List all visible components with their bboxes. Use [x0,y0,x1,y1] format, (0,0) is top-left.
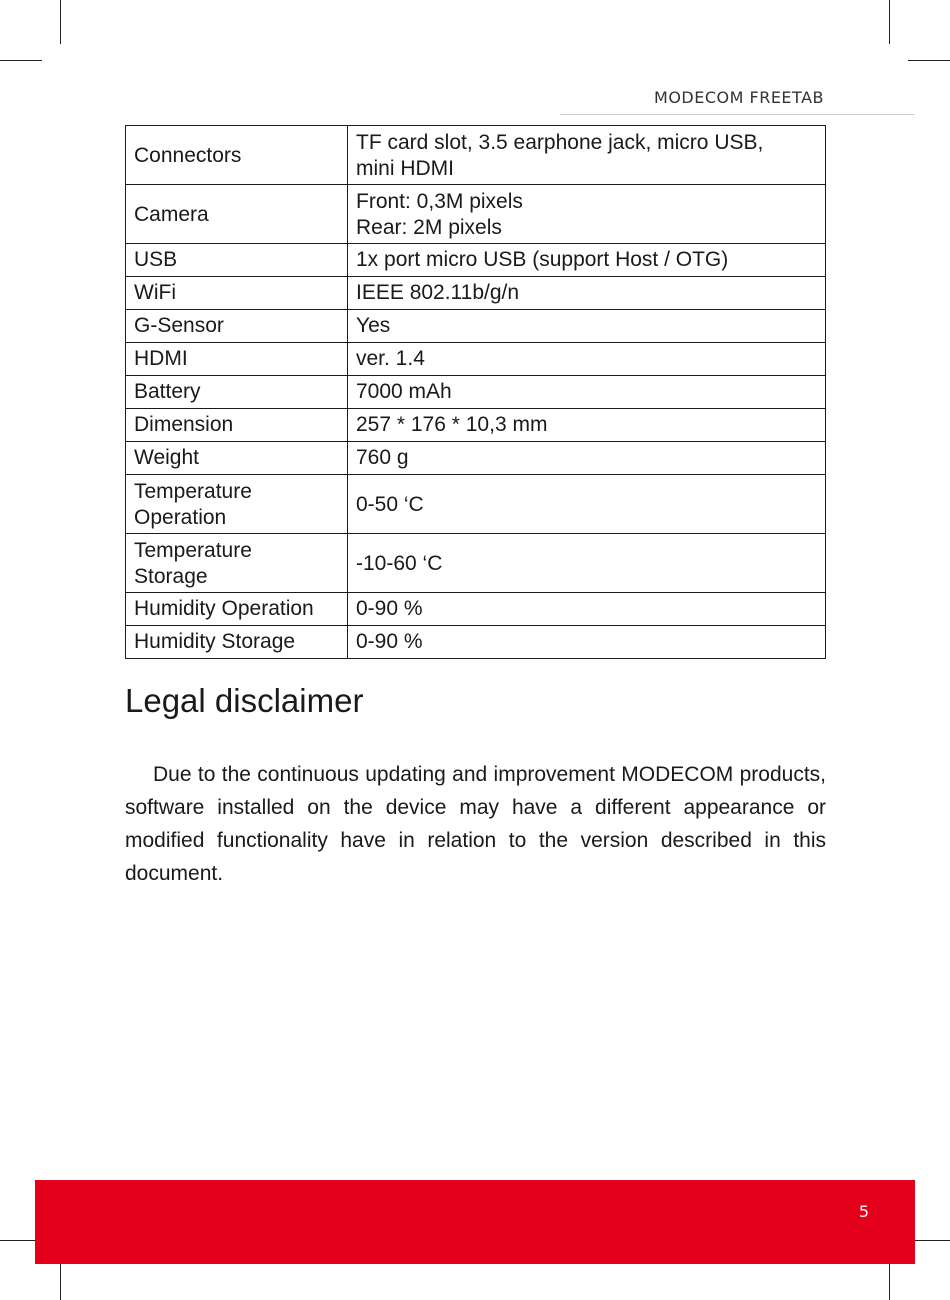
disclaimer-paragraph: Due to the continuous updating and improvement MODECOM products, software installed on the device may have a different appearance or modified functionality have in relation to the version described in this document. [125,763,826,885]
spec-label: WiFi [126,277,348,310]
table-row [126,343,826,376]
spec-label: Humidity Operation [126,593,348,626]
specifications-table [125,125,826,659]
spec-value: 0-90 % [348,626,826,659]
table-row [126,376,826,409]
spec-value: 257 * 176 * 10,3 mm [348,409,826,442]
header-rule [560,114,915,115]
crop-mark [60,0,61,44]
spec-label: Battery [126,376,348,409]
spec-value: 7000 mAh [348,376,826,409]
spec-value: Yes [348,310,826,343]
table-row [126,310,826,343]
crop-mark [0,60,42,61]
table-row [126,475,826,534]
spec-value: 0-50 ‘C [348,475,826,534]
table-row [126,534,826,593]
spec-value: Front: 0,3M pixels Rear: 2M pixels [348,185,826,244]
spec-value: -10-60 ‘C [348,534,826,593]
spec-label: Dimension [126,409,348,442]
table-row [126,593,826,626]
page-number: 5 [858,1202,870,1221]
header-brand: MODECOM FREETAB [654,88,824,107]
footer-band [35,1180,915,1264]
spec-label: Weight [126,442,348,475]
spec-value: IEEE 802.11b/g/n [348,277,826,310]
spec-label: Humidity Storage [126,626,348,659]
table-row [126,442,826,475]
spec-label: Camera [126,185,348,244]
spec-value: TF card slot, 3.5 earphone jack, micro USB, mini HDMI [348,126,826,185]
crop-mark [889,0,890,44]
spec-label: Temperature Storage [126,534,348,593]
table-row [126,185,826,244]
spec-label: G-Sensor [126,310,348,343]
spec-label: Temperature Operation [126,475,348,534]
section-title: Legal disclaimer [125,682,364,719]
table-row [126,626,826,659]
spec-value: 760 g [348,442,826,475]
table-row [126,126,826,185]
spec-value: 0-90 % [348,593,826,626]
spec-label: USB [126,244,348,277]
crop-mark [908,60,950,61]
spec-label: Connectors [126,126,348,185]
table-row [126,409,826,442]
spec-value: ver. 1.4 [348,343,826,376]
spec-value: 1x port micro USB (support Host / OTG) [348,244,826,277]
spec-label: HDMI [126,343,348,376]
table-row [126,244,826,277]
table-row [126,277,826,310]
